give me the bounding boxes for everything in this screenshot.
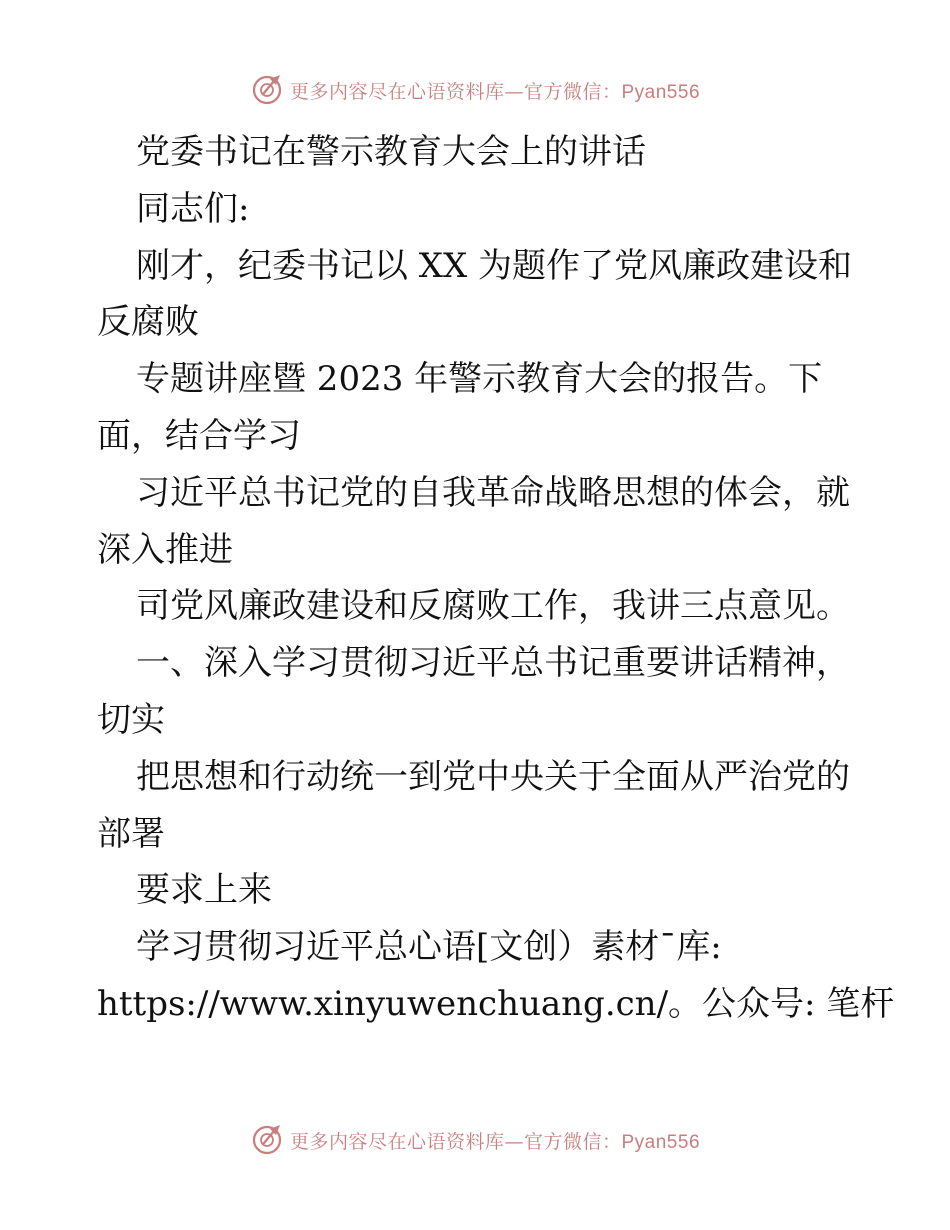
document-body — [97, 124, 895, 1033]
header-banner-text: 更多内容尽在心语资料库—官方微信：Pyan556 — [289, 80, 701, 103]
paragraph-line: 面，结合学习 — [97, 415, 301, 456]
paragraph-line: 习近平总书记党的自我革命战略思想的体会，就 — [136, 472, 850, 513]
paragraph-line: 司党风廉政建设和反腐败工作，我讲三点意见。 — [136, 586, 850, 627]
section-heading-line: 要求上来 — [136, 870, 272, 911]
paragraph-line: 深入推进 — [97, 529, 233, 570]
pen-seal-icon — [250, 1123, 284, 1157]
footer-banner-text: 更多内容尽在心语资料库—官方微信：Pyan556 — [289, 1130, 701, 1153]
paragraph-line: 学习贯彻习近平总心语[文创）素材¯库: — [136, 927, 722, 968]
document-title: 党委书记在警示教育大会上的讲话 — [136, 132, 646, 172]
section-heading-line: 切实 — [97, 699, 165, 740]
header-banner — [0, 70, 950, 110]
section-heading-line: 一、深入学习贯彻习近平总书记重要讲话精神， — [136, 643, 850, 684]
paragraph-line: 专题讲座暨 2023 年警示教育大会的报告。下 — [136, 359, 823, 400]
section-heading-line: 把思想和行动统一到党中央关于全面从严治党的 — [136, 756, 850, 797]
footer-banner — [0, 1120, 950, 1160]
section-heading-line: 部署 — [97, 813, 165, 854]
paragraph-line: 刚才，纪委书记以 XX 为题作了党风廉政建设和 — [136, 245, 853, 286]
url-line: https://www.xinyuwenchuang.cn/。公众号: 笔杆 — [97, 983, 895, 1024]
pen-seal-icon — [250, 73, 284, 107]
paragraph-line: 反腐败 — [97, 302, 199, 343]
salutation: 同志们: — [136, 188, 250, 229]
